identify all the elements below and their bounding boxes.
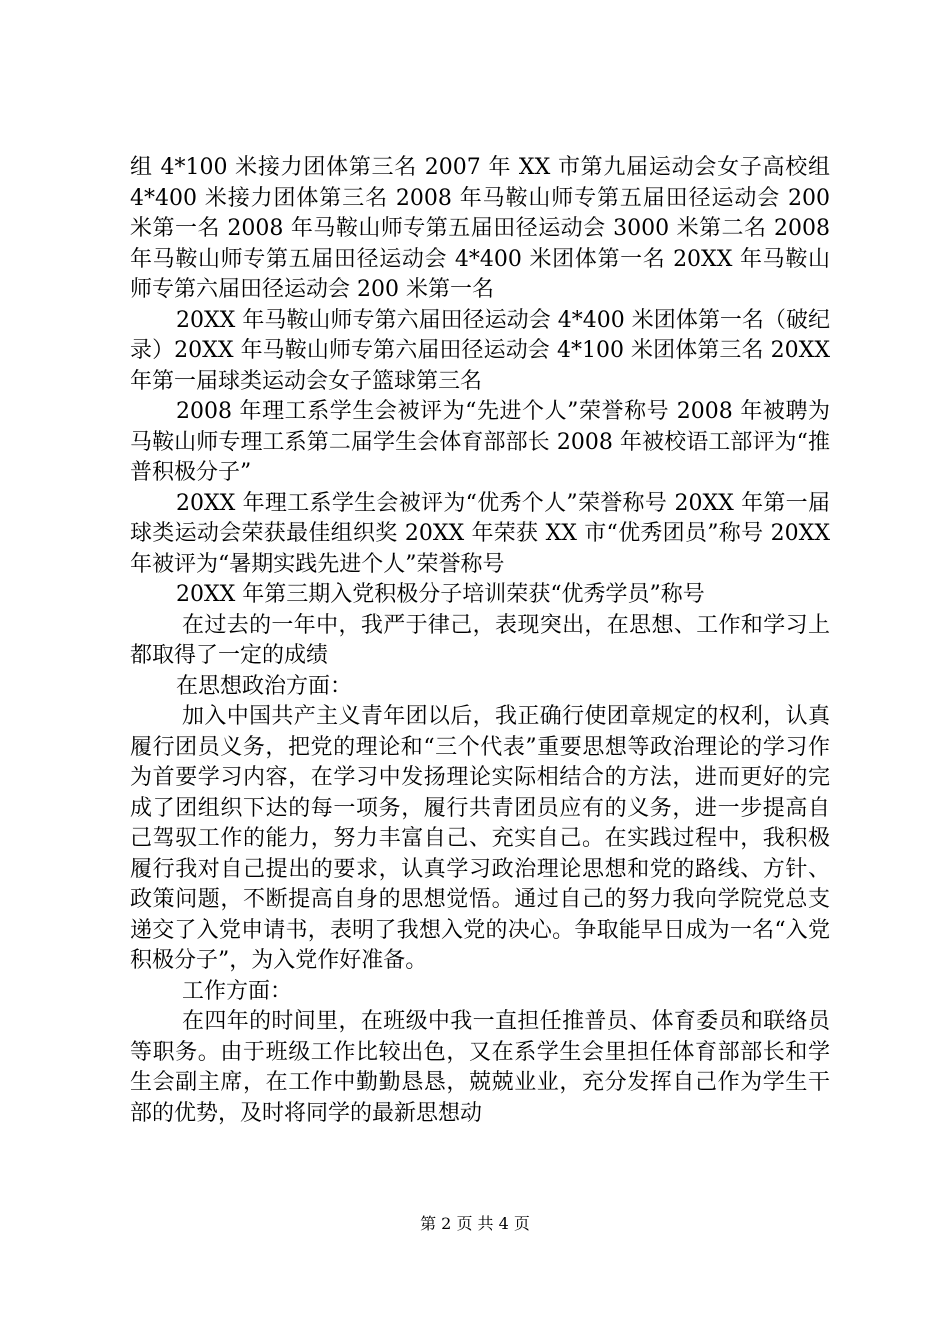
document-body: [130, 153, 830, 1129]
paragraph-1: 组 4*100 米接力团体第三名 2007 年 XX 市第九届运动会女子高校组 4*400 米接力团体第三名 2008 年马鞍山师专第五届田径运动会 200 米第一名 2008 年马鞍山师专第五届田径运动会 3000 米第二名 2008 年马鞍山师专第五届田径运动会 4*400 米团体第一名 20XX 年马鞍山师专第六届田径运动会 200 米第一名: [130, 155, 830, 302]
paragraph-2: 20XX 年马鞍山师专第六届田径运动会 4*400 米团体第一名（破纪录）20XX 年马鞍山师专第六届田径运动会 4*100 米团体第三名 20XX 年第一届球类运动会女子篮球第三名: [130, 307, 830, 394]
paragraph-3: 2008 年理工系学生会被评为“先进个人”荣誉称号 2008 年被聘为马鞍山师专理工系第二届学生会体育部部长 2008 年被校语工部评为“推普积极分子”: [130, 399, 830, 485]
paragraph-political: 加入中国共产主义青年团以后，我正确行使团章规定的权利，认真履行团员义务，把党的理论和“三个代表”重要思想等政治理论的学习作为首要学习内容，在学习中发扬理论实际相结合的方法，进而更好的完成了团组织下达的每一项务，履行共青团员应有的义务，进一步提高自己驾驭工作的能力，努力丰富自己、充实自己。在实践过程中，我积极履行我对自己提出的要求，认真学习政治理论思想和党的路线、方针、政策问题，不断提高自身的思想觉悟。通过自己的努力我向学院党总支递交了入党申请书，表明了我想入党的决心。争取能早日成为一名“入党积极分子”，为入党作好准备。: [130, 704, 830, 973]
paragraph-5: 20XX 年第三期入党积极分子培训荣获“优秀学员”称号: [176, 582, 705, 607]
page-number-footer: 第 2 页 共 4 页: [420, 1214, 530, 1233]
section-heading-political: 在思想政治方面：: [176, 673, 353, 699]
paragraph-6: 在过去的一年中，我严于律己，表现突出，在思想、工作和学习上都取得了一定的成绩: [130, 612, 830, 668]
paragraph-work: 在四年的时间里，在班级中我一直担任推普员、体育委员和联络员等职务。由于班级工作比较出色，又在系学生会里担任体育部部长和学生会副主席，在工作中勤勤恳恳，兢兢业业，充分发挥自己作为学生干部的优势，及时将同学的最新思想动: [130, 1009, 830, 1126]
paragraph-4: 20XX 年理工系学生会被评为“优秀个人”荣誉称号 20XX 年第一届球类运动会荣获最佳组织奖 20XX 年荣获 XX 市“优秀团员”称号 20XX 年被评为“暑期实践先进个人”荣誉称号: [130, 490, 830, 577]
section-heading-work: 工作方面：: [182, 978, 293, 1004]
